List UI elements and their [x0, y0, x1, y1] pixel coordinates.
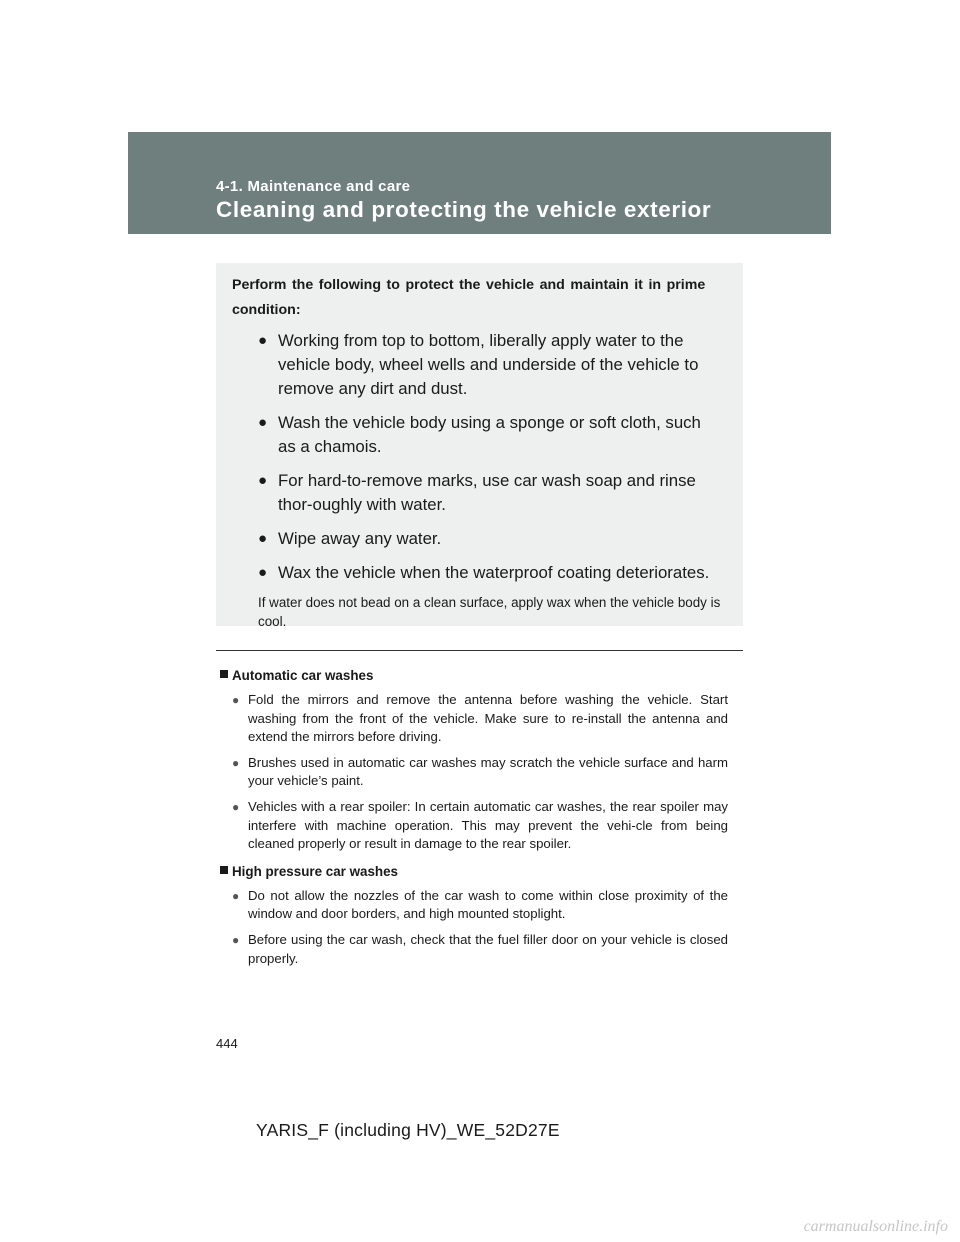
bullet-icon: ●: [232, 932, 240, 947]
bullet-icon: ●: [232, 755, 240, 770]
bullet-icon: ●: [258, 332, 268, 349]
note-heading-automatic: Automatic car washes: [220, 666, 728, 685]
bullet-icon: ●: [232, 693, 240, 707]
bullet-icon: ●: [258, 530, 268, 547]
bullet-icon: ●: [232, 799, 240, 814]
watermark: carmanualsonline.info: [803, 1218, 948, 1235]
list-item: ● Working from top to bottom, liberally apply water to the vehicle body, wheel wells and underside of the vehicle to remove any dirt and dust.: [258, 331, 699, 398]
automatic-wash-list: [220, 691, 728, 854]
square-bullet-icon: [220, 866, 228, 874]
procedure-list: [232, 329, 723, 585]
list-item: ● Do not allow the nozzles of the car wash to come within close proximity of the window and door borders, and high mounted stoplight.: [232, 887, 728, 922]
page-title: Cleaning and protecting the vehicle exterior: [216, 197, 712, 222]
list-item: ● Vehicles with a rear spoiler: In certain automatic car washes, the rear spoiler may interfere with machine operation. This may prevent the vehi-cle from being cleaned properly or result in damage to the rear spoiler.: [232, 798, 728, 852]
bullet-icon: ●: [232, 888, 240, 903]
list-item: ● Brushes used in automatic car washes may scratch the vehicle surface and harm your vehicle’s paint.: [232, 754, 728, 789]
list-item: ● Wax the vehicle when the waterproof coating deteriorates.: [258, 561, 723, 585]
wax-note: If water does not bead on a clean surface, apply wax when the vehicle body is cool.: [258, 595, 721, 629]
list-item: ● Wash the vehicle body using a sponge or soft cloth, such as a chamois.: [258, 413, 701, 456]
high-pressure-wash-list: [220, 887, 728, 968]
document-code: YARIS_F (including HV)_WE_52D27E: [256, 1120, 560, 1140]
bullet-icon: ●: [258, 564, 268, 581]
info-box: [216, 263, 743, 629]
page-number: 444: [216, 1036, 238, 1051]
notes-section: [220, 666, 728, 976]
list-item: ● Fold the mirrors and remove the antenna before washing the vehicle. Start washing from the front of the vehicle. Make sure to re-install the antenna and extend the mirrors before driving.: [232, 692, 728, 745]
list-item: ● For hard-to-remove marks, use car wash soap and rinse thor-oughly with water.: [258, 471, 696, 514]
list-item: ● Wipe away any water.: [258, 527, 723, 551]
bullet-icon: ●: [258, 414, 268, 431]
note-heading-high-pressure: High pressure car washes: [220, 862, 728, 881]
list-item: ● Before using the car wash, check that the fuel filler door on your vehicle is closed properly.: [232, 931, 728, 966]
square-bullet-icon: [220, 670, 228, 678]
divider: [216, 650, 743, 651]
info-intro: Perform the following to protect the vehicle and maintain it in prime condition:: [232, 277, 706, 318]
section-label: 4-1. Maintenance and care: [216, 178, 411, 195]
bullet-icon: ●: [258, 472, 268, 489]
